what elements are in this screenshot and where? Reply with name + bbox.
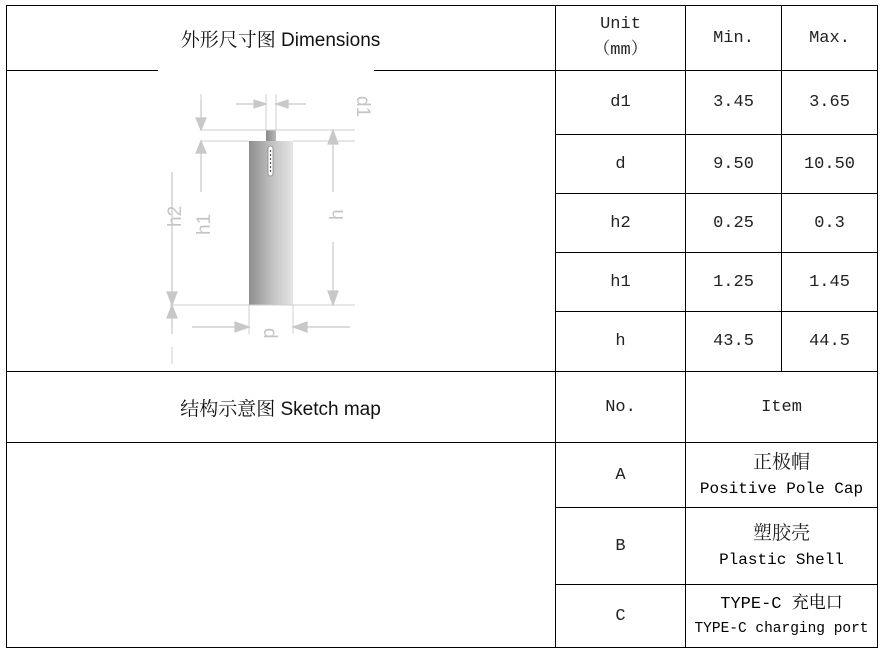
label-h: h [327, 209, 348, 220]
item-b [686, 508, 877, 584]
item-c [686, 585, 877, 647]
row-line-header-left-a [6, 70, 158, 71]
min-h1: 1.25 [713, 272, 754, 292]
max-h2: 0.3 [814, 213, 845, 233]
param-h: h [615, 332, 626, 351]
unit-header [556, 6, 685, 70]
min-h2: 0.25 [713, 213, 754, 233]
item-a [686, 443, 877, 507]
unit-label: Unit [600, 14, 641, 34]
param-h2: h2 [610, 213, 631, 233]
param-d: d [615, 154, 626, 174]
min-d: 9.50 [713, 154, 754, 174]
no-header: No. [605, 397, 636, 417]
dimension-drawing [150, 72, 380, 368]
table-border-bottom [6, 647, 878, 648]
item-b-en: Plastic Shell [719, 551, 844, 570]
max-h1: 1.45 [809, 272, 850, 292]
sketch-map-title: 结构示意图 Sketch map [180, 398, 381, 420]
item-header: Item [761, 397, 802, 417]
dimensions-title: 外形尺寸图 Dimensions [180, 29, 381, 51]
item-c-en: TYPE-C charging port [694, 620, 869, 637]
min-h: 43.5 [713, 332, 754, 351]
item-a-en: Positive Pole Cap [699, 480, 864, 499]
min-d1: 3.45 [713, 93, 754, 112]
max-header: Max. [809, 28, 850, 48]
table-border-left [6, 5, 7, 648]
item-no-a: A [615, 465, 626, 485]
max-d: 10.50 [803, 154, 855, 174]
item-no-b: B [615, 536, 626, 556]
label-h2: h2 [165, 205, 186, 227]
min-header: Min. [713, 28, 754, 48]
param-h1: h1 [610, 272, 631, 292]
label-d1: d1 [352, 96, 373, 118]
positive-cap [266, 130, 276, 141]
max-h: 44.5 [809, 332, 850, 351]
unit-mm-label: （mm） [593, 41, 648, 60]
item-no-c: C [615, 606, 626, 626]
param-d1: d1 [610, 93, 631, 112]
label-d: d [259, 328, 280, 339]
item-b-zh: 塑胶壳 [752, 521, 810, 544]
label-h1: h1 [194, 213, 215, 235]
table-border-right [877, 5, 878, 648]
item-a-zh: 正极帽 [752, 450, 810, 473]
max-d1: 3.65 [809, 93, 850, 112]
item-c-zh: TYPE-C 充电口 [720, 594, 843, 614]
row-line-header-left-b [374, 70, 556, 71]
